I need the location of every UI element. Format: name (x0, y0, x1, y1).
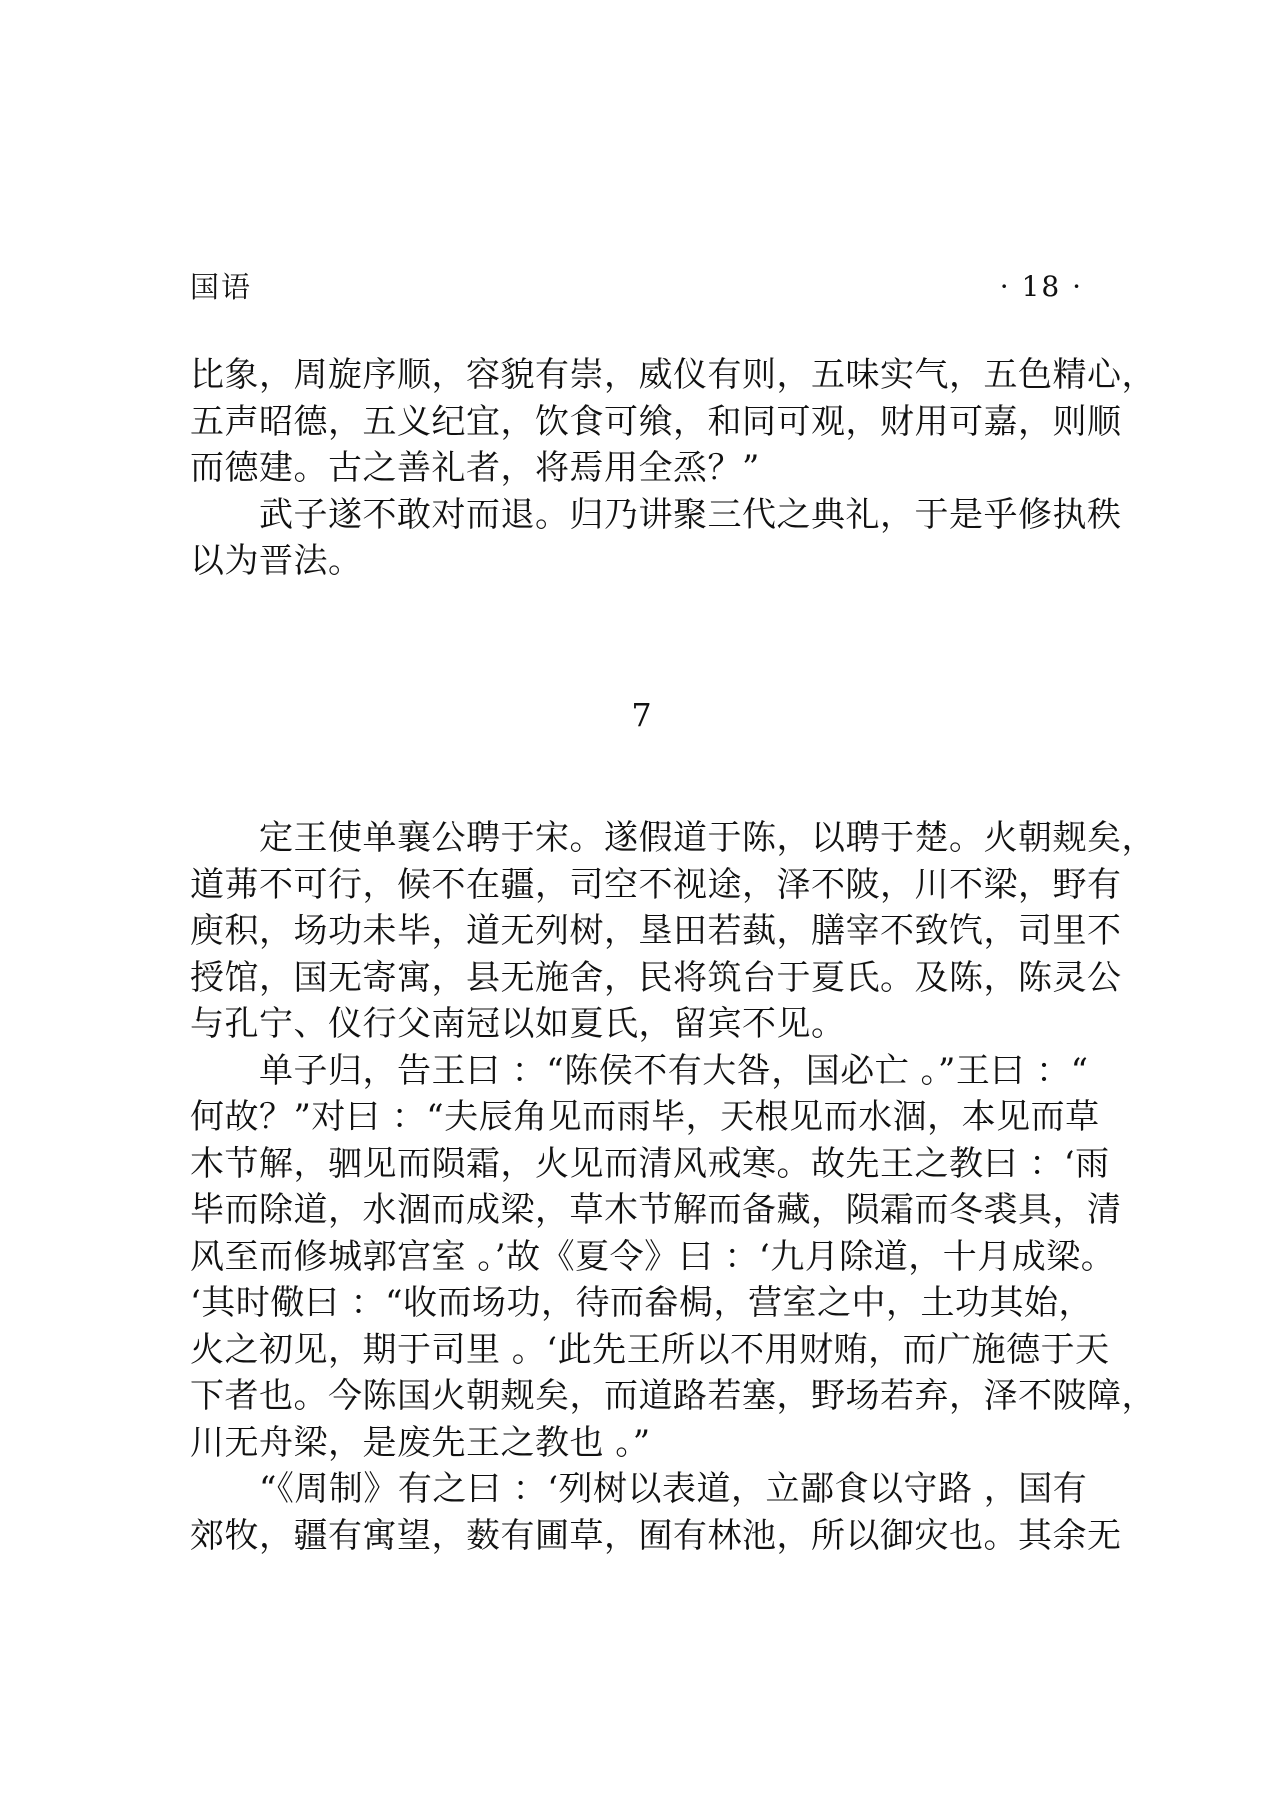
text-line: “《周制》有之曰 ：‘列树以表道，立鄙食以守路 ，国有 (190, 1469, 1088, 1509)
text-line: 川无舟梁，是废先王之教也 。” (190, 1422, 651, 1463)
page-number: · 18 · (999, 270, 1083, 303)
text-line: 下者也。今陈国火朝觌矣，而道路若塞，野场若弃，泽不陂障， (190, 1376, 1156, 1416)
text-line: ‘其时儆曰 ：“收而场功，待而畚梮，营室之中，土功其始， (190, 1283, 1093, 1323)
text-line: 比象，周旋序顺，容貌有崇，威仪有则，五味实气，五色精心， (190, 355, 1156, 395)
text-line: 何故？”对曰 ：“夫辰角见而雨毕，天根见而水涸，本见而草 (190, 1097, 1100, 1137)
body-text-main (190, 815, 1156, 1559)
text-line: 定王使单襄公聘于宋。遂假道于陈，以聘于楚。火朝觌矣， (190, 818, 1156, 858)
text-line: 木节解，驷见而陨霜，火见而清风戒寒。故先王之教曰 ：‘雨 (190, 1143, 1110, 1184)
text-line: 以为晋法。 (190, 541, 363, 581)
text-line: 与孔宁、仪行父南冠以如夏氏，留宾不见。 (190, 1004, 846, 1044)
text-line: 庾积，场功未毕，道无列树，垦田若蓺，膳宰不致饩，司里不 (190, 911, 1122, 951)
text-line: 风至而修城郭宫室 。’故《夏令》曰 ：‘九月除道，十月成梁。 (190, 1236, 1116, 1277)
text-line: 单子归，告王曰 ：“陈侯不有大咎，国必亡 。”王曰 ：“ (190, 1050, 1089, 1091)
text-line: 郊牧，疆有寓望，薮有圃草，囿有林池，所以御灾也。其余无 (190, 1515, 1122, 1556)
text-line: 道茀不可行，候不在疆，司空不视途，泽不陂，川不梁，野有 (190, 864, 1122, 905)
text-line: 毕而除道，水涸而成梁，草木节解而备藏，陨霜而冬裘具，清 (190, 1190, 1122, 1230)
text-line: 火之初见，期于司里 。‘此先王所以不用财贿，而广施德于天 (190, 1329, 1110, 1370)
text-line: 而德建。古之善礼者，将焉用全烝？” (190, 448, 760, 488)
running-title: 国语 (190, 270, 253, 304)
body-text-top (190, 352, 1156, 585)
text-line: 五声昭德，五义纪宜，饮食可飨，和同可观，财用可嘉，则顺 (190, 401, 1122, 442)
text-line: 武子遂不敢对而退。归乃讲聚三代之典礼，于是乎修执秩 (190, 494, 1122, 535)
section-number: 7 (631, 696, 652, 734)
text-line: 授馆，国无寄寓，县无施舍，民将筑台于夏氏。及陈，陈灵公 (190, 957, 1122, 998)
